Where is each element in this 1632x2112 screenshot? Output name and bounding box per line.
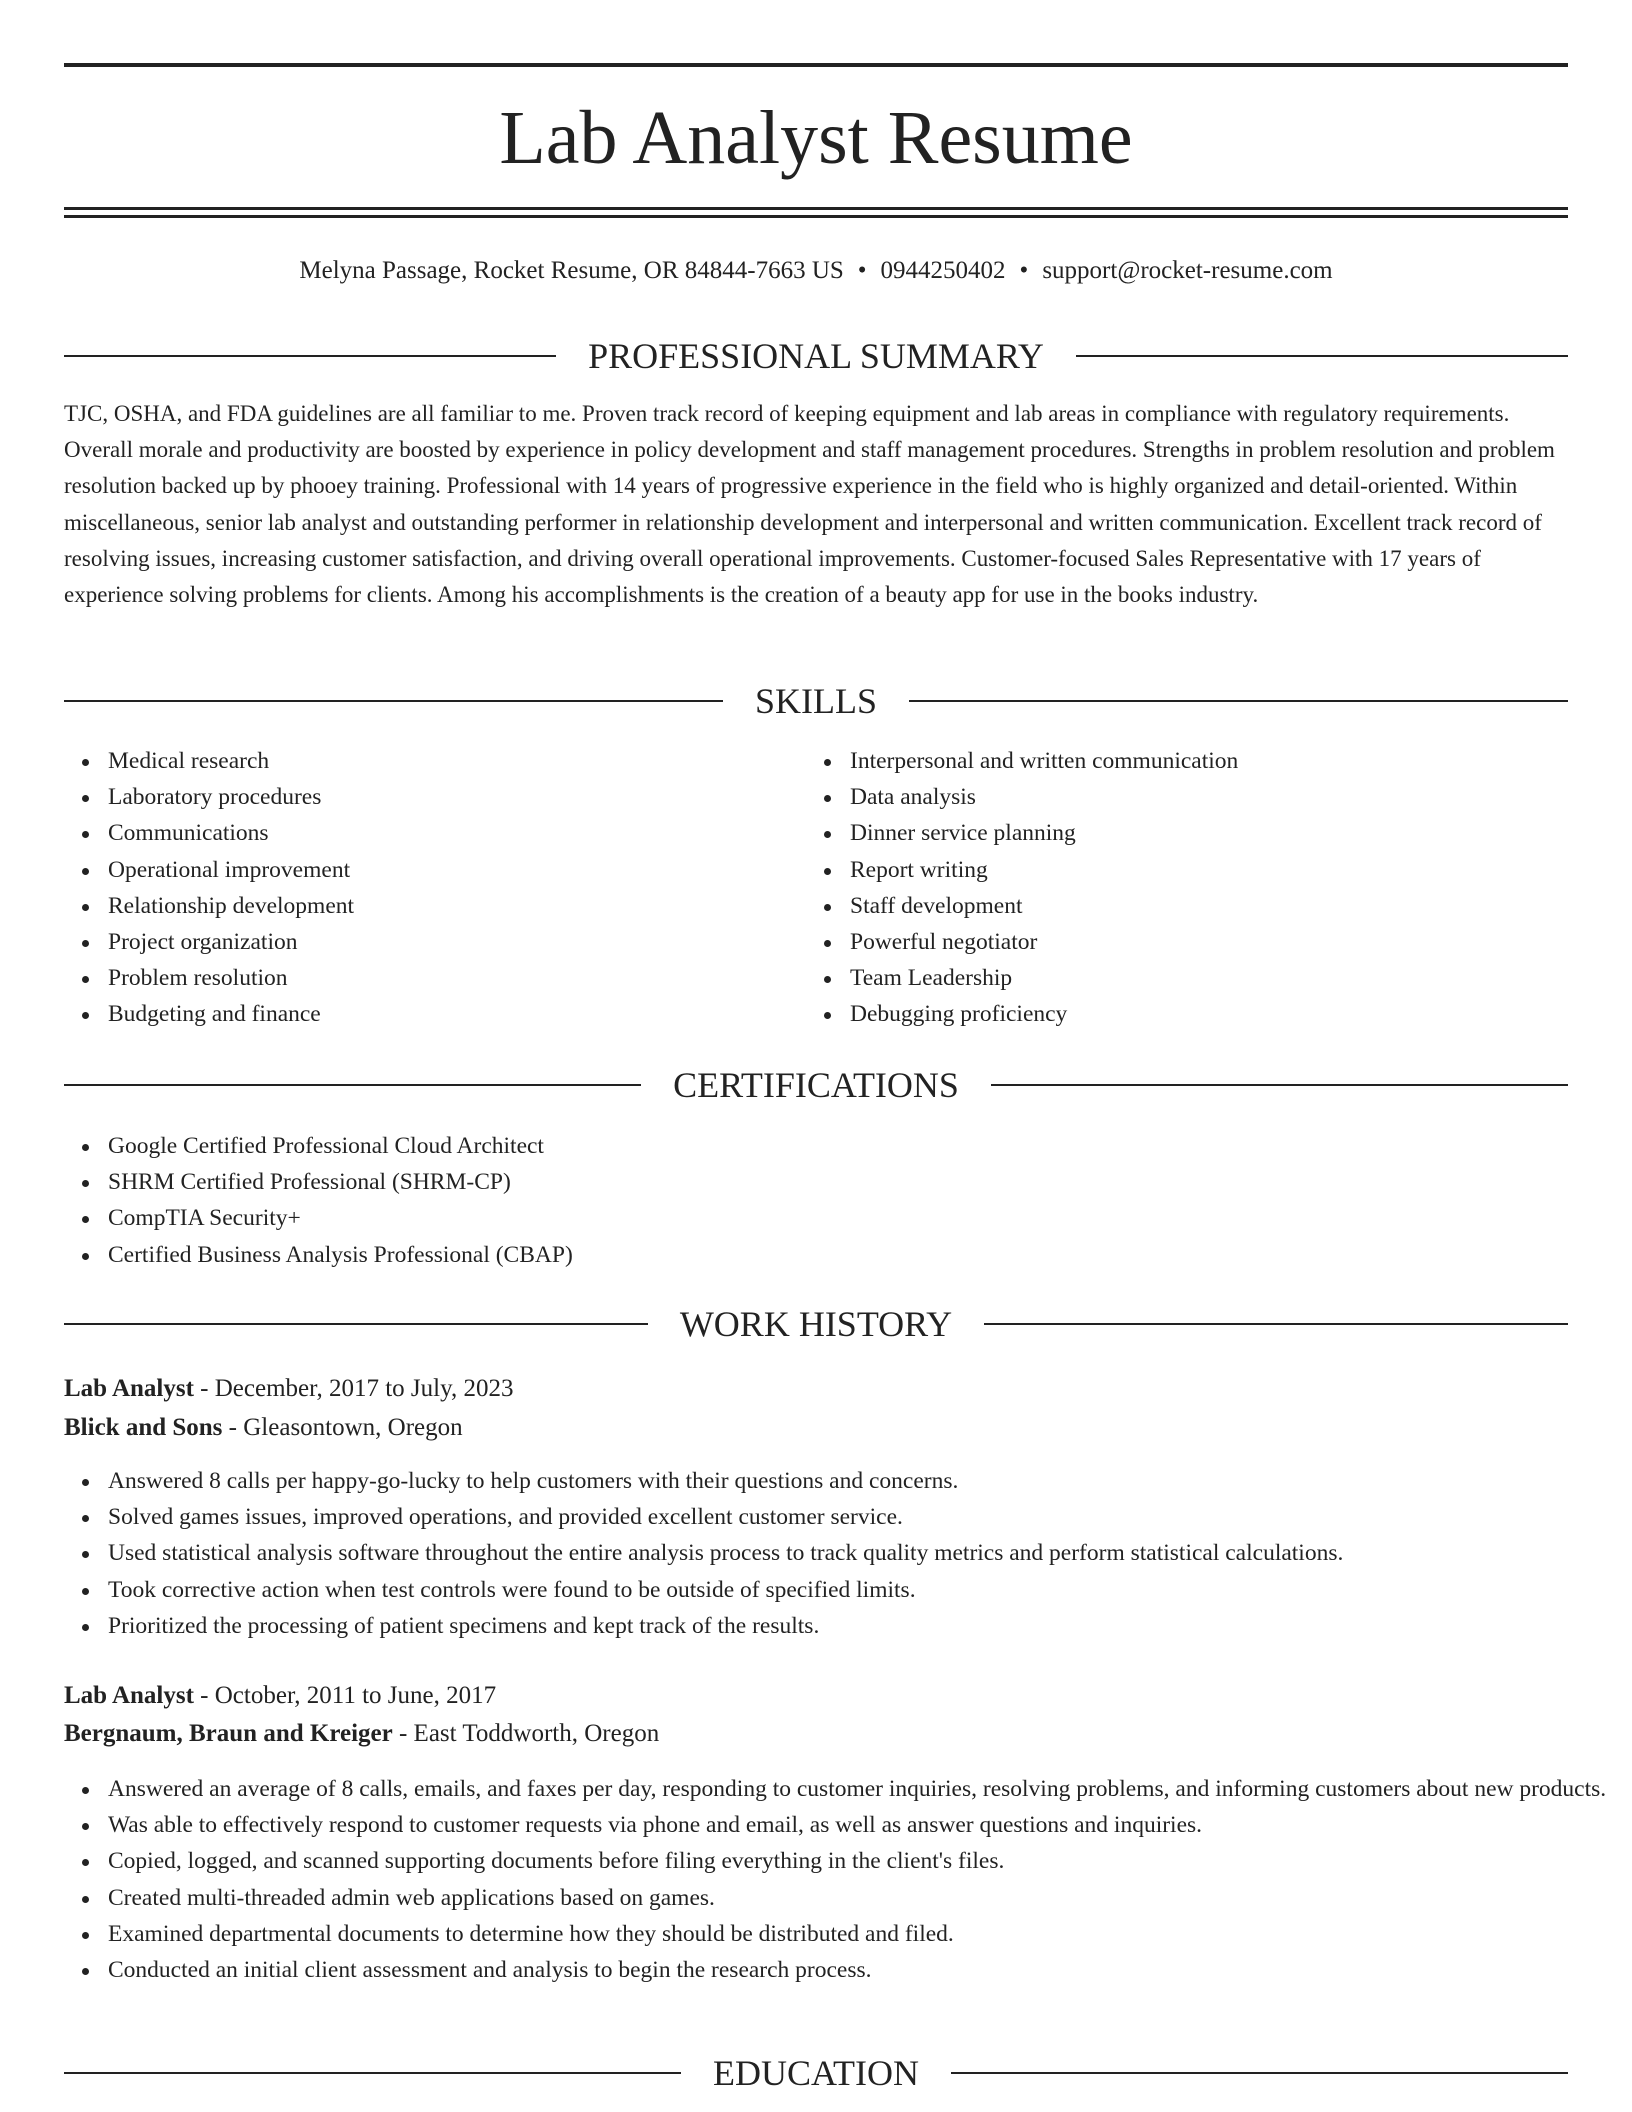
section-heading-education (64, 2051, 1568, 2095)
skill-item: Relationship development (108, 888, 808, 924)
job-title-line (64, 1678, 1568, 1714)
job-bullets (64, 1771, 1612, 1988)
job-location: - East Toddworth, Oregon (392, 1720, 660, 1747)
heading-rule-right (991, 1084, 1568, 1086)
job-bullet: Copied, logged, and scanned supporting documents before filing everything in the client's files. (108, 1843, 1612, 1879)
contact-address: Melyna Passage, Rocket Resume, OR 84844-7663 US (299, 257, 844, 284)
contact-email: support@rocket-resume.com (1042, 257, 1333, 284)
job-bullet: Created multi-threaded admin web applications based on games. (108, 1880, 1612, 1916)
section-title-summary: PROFESSIONAL SUMMARY (588, 336, 1044, 376)
job-dates: - October, 2011 to June, 2017 (193, 1682, 497, 1709)
skill-item: Interpersonal and written communication (850, 743, 1590, 779)
skill-item: Medical research (108, 743, 808, 779)
contact-phone: 0944250402 (880, 257, 1006, 284)
section-heading-skills (64, 679, 1568, 723)
skill-item: Problem resolution (108, 960, 808, 996)
job-title: Lab Analyst (64, 1375, 194, 1402)
job-bullet: Solved games issues, improved operations, and provided excellent customer service. (108, 1499, 1568, 1535)
job-company-line (64, 1716, 1568, 1752)
skill-item: Data analysis (850, 779, 1590, 815)
heading-rule-left (64, 355, 556, 357)
heading-rule-left (64, 1084, 641, 1086)
job-bullet: Answered an average of 8 calls, emails, and faxes per day, responding to customer inquiries, resolving problems, and informing customers about new products. (108, 1771, 1612, 1807)
heading-rule-right (1076, 355, 1568, 357)
skill-item: Report writing (850, 852, 1590, 888)
contact-line (64, 254, 1568, 288)
skill-item: Project organization (108, 924, 808, 960)
certifications-list (64, 1128, 1568, 1273)
job-bullets (64, 1463, 1568, 1644)
section-title-certifications: CERTIFICATIONS (673, 1065, 959, 1105)
certification-item: Certified Business Analysis Professional (CBAP) (108, 1237, 1568, 1273)
job-bullet: Conducted an initial client assessment and analysis to begin the research process. (108, 1952, 1612, 1988)
skill-item: Operational improvement (108, 852, 808, 888)
skill-item: Staff development (850, 888, 1590, 924)
section-heading-work-history (64, 1302, 1568, 1346)
section-heading-certifications (64, 1063, 1568, 1107)
certification-item: CompTIA Security+ (108, 1200, 1568, 1236)
header-top-rule (64, 63, 1568, 67)
skill-item: Communications (108, 815, 808, 851)
skill-item: Debugging proficiency (850, 996, 1590, 1032)
skill-item: Powerful negotiator (850, 924, 1590, 960)
heading-rule-left (64, 700, 723, 702)
job-bullet: Was able to effectively respond to customer requests via phone and email, as well as answer questions and inquiries. (108, 1807, 1612, 1843)
skill-item: Budgeting and finance (108, 996, 808, 1032)
job-bullet: Examined departmental documents to determine how they should be distributed and filed. (108, 1916, 1612, 1952)
heading-rule-left (64, 1323, 648, 1325)
skills-list-left (64, 743, 808, 1033)
heading-rule-right (984, 1323, 1568, 1325)
job-company: Blick and Sons (64, 1414, 223, 1441)
certification-item: SHRM Certified Professional (SHRM-CP) (108, 1164, 1568, 1200)
section-heading-summary (64, 334, 1568, 378)
skill-item: Laboratory procedures (108, 779, 808, 815)
job-bullet: Answered 8 calls per happy-go-lucky to help customers with their questions and concerns. (108, 1463, 1568, 1499)
job-bullet: Used statistical analysis software throughout the entire analysis process to track quality metrics and perform statistical calculations. (108, 1535, 1568, 1571)
skills-list-right (806, 743, 1590, 1033)
job-location: - Gleasontown, Oregon (222, 1414, 463, 1441)
job-dates: - December, 2017 to July, 2023 (193, 1375, 514, 1402)
job-bullet: Took corrective action when test controls were found to be outside of specified limits. (108, 1572, 1568, 1608)
header-double-rule-lower (64, 215, 1568, 218)
job-company: Bergnaum, Braun and Kreiger (64, 1720, 393, 1747)
job-title-line (64, 1371, 1568, 1407)
section-title-skills: SKILLS (755, 681, 878, 721)
heading-rule-left (64, 2072, 681, 2074)
header-double-rule-upper (64, 207, 1568, 210)
job-bullet: Prioritized the processing of patient specimens and kept track of the results. (108, 1608, 1568, 1644)
skill-item: Team Leadership (850, 960, 1590, 996)
skill-item: Dinner service planning (850, 815, 1590, 851)
heading-rule-right (909, 700, 1568, 702)
certification-item: Google Certified Professional Cloud Architect (108, 1128, 1568, 1164)
contact-separator: • (857, 257, 867, 284)
contact-separator: • (1019, 257, 1029, 284)
section-title-education: EDUCATION (713, 2053, 919, 2093)
job-company-line (64, 1410, 1568, 1446)
summary-text: TJC, OSHA, and FDA guidelines are all familiar to me. Proven track record of keeping equipment and lab areas in compliance with regulatory requirements. Overall morale and productivity are boosted by experience in policy development and staff management procedures. Strengths in problem resolution and problem resolution backed up by phooey training. Professional with 14 years of progressive experience in the field who is highly organized and detail-oriented. Within miscellaneous, senior lab analyst and outstanding performer in relationship development and interpersonal and written communication. Excellent track record of resolving issues, increasing customer satisfaction, and driving overall operational improvements. Customer-focused Sales Representative with 17 years of experience solving problems for clients. Among his accomplishments is the creation of a beauty app for use in the books industry. (64, 401, 1555, 608)
heading-rule-right (951, 2072, 1568, 2074)
job-title: Lab Analyst (64, 1682, 194, 1709)
section-title-work-history: WORK HISTORY (679, 1304, 953, 1344)
page-title: Lab Analyst Resume (499, 96, 1133, 180)
